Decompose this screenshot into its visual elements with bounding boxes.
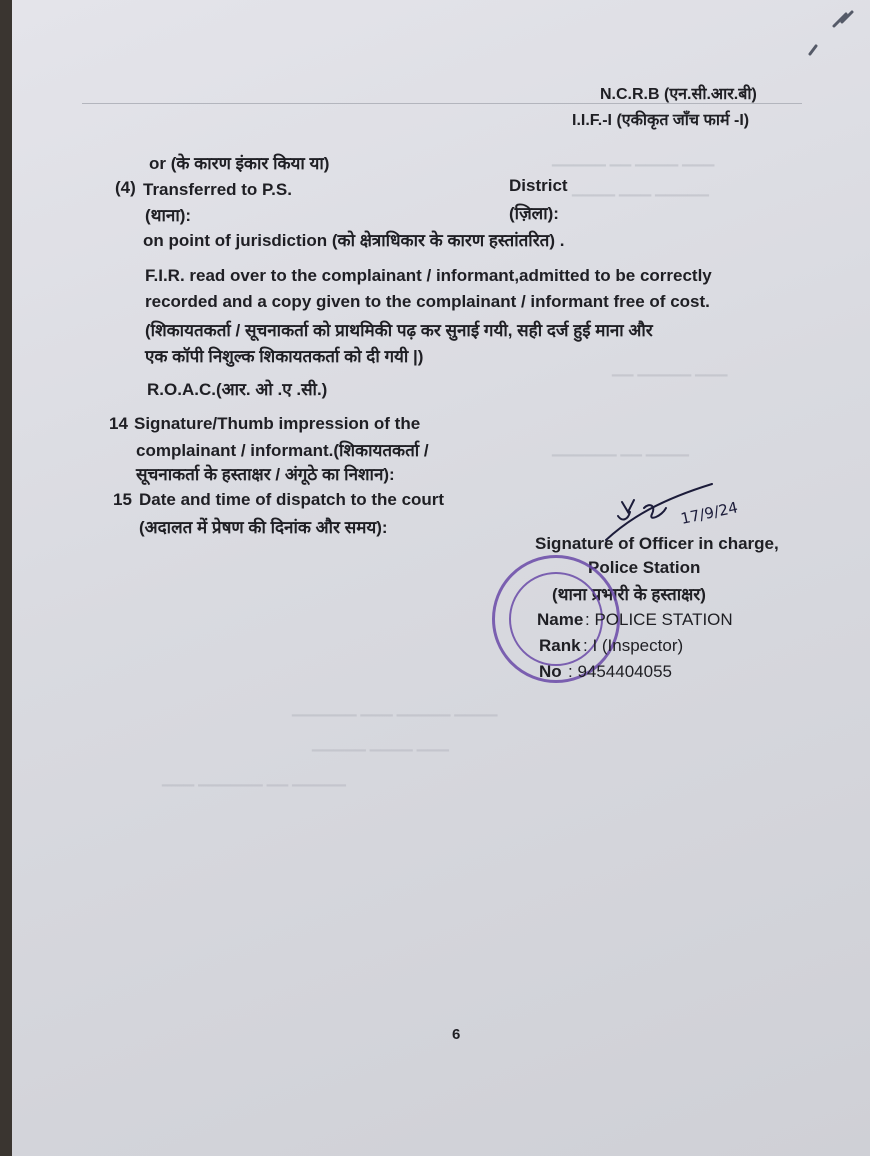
officer-hindi-label: (थाना प्रभारी के हस्ताक्षर)	[552, 585, 706, 604]
header-divider	[82, 103, 802, 104]
bleed-through-text: ▁▁▁ ▁▁▁▁ ▁▁ ▁▁▁▁▁	[552, 150, 715, 166]
jurisdiction-text: on point of jurisdiction (को क्षेत्राधिकार के कारण हस्तांतरित) .	[143, 231, 565, 250]
bleed-through-text: ▁▁▁ ▁▁▁▁ ▁▁▁▁▁	[312, 735, 449, 751]
roac-text: R.O.A.C.(आर. ओ .ए .सी.)	[147, 380, 328, 399]
document-page	[12, 0, 870, 1156]
name-value: : POLICE STATION	[585, 610, 733, 629]
signature-date: 17/9/24	[679, 498, 740, 528]
bleed-through-text: ▁▁▁▁ ▁▁▁▁▁ ▁▁▁ ▁▁▁▁▁▁	[292, 700, 498, 716]
bleed-through-text: ▁▁▁▁▁ ▁▁▁ ▁▁▁▁	[572, 180, 709, 196]
transfer-ps-label: Transferred to P.S.	[143, 180, 292, 199]
item-14-line-2: complainant / informant.(शिकायतकर्ता /	[136, 441, 429, 460]
transfer-number: (4)	[115, 178, 136, 197]
number-label: No	[539, 662, 562, 681]
item-15-line-1: Date and time of dispatch to the court	[139, 490, 445, 509]
item-15-line-2: (अदालत में प्रेषण की दिनांक और समय):	[139, 518, 388, 537]
item-14-number: 14	[109, 414, 128, 433]
police-station-label: Police Station	[588, 558, 701, 577]
form-header: I.I.F.-I (एकीकृत जाँच फार्म -I)	[572, 112, 750, 129]
bleed-through-text: ▁▁▁ ▁▁▁▁▁ ▁▁	[612, 360, 728, 376]
ps-hindi-label: (थाना):	[145, 206, 192, 225]
item-15-number: 15	[113, 490, 132, 509]
bleed-through-text: ▁▁▁▁▁ ▁▁ ▁▁▁▁▁▁ ▁▁▁	[162, 770, 346, 786]
name-label: Name	[537, 610, 584, 629]
fir-read-line-2: recorded and a copy given to the complainant / informant free of cost.	[145, 292, 710, 311]
fir-read-line-1: F.I.R. read over to the complainant / informant,admitted to be correctly	[145, 266, 712, 285]
rank-label: Rank	[539, 636, 581, 655]
district-hindi-label: (ज़िला):	[509, 204, 559, 223]
fir-read-hindi-1: (शिकायतकर्ता / सूचनाकर्ता को प्राथमिकी पढ़ कर सुनाई गयी, सही दर्ज हुई माना और	[145, 321, 653, 340]
number-value: : 9454404055	[568, 662, 672, 681]
fir-read-hindi-2: एक कॉपी निशुल्क शिकायतकर्ता को दी गयी |)	[145, 347, 424, 366]
pen-mark-icon	[802, 4, 862, 59]
ncrb-header: N.C.R.B (एन.सी.आर.बी)	[600, 86, 757, 103]
bleed-through-text: ▁▁▁▁ ▁▁ ▁▁▁▁▁▁	[552, 440, 689, 456]
item-14-line-3: सूचनाकर्ता के हस्ताक्षर / अंगूठे का निशान):	[136, 465, 395, 484]
rank-value: : I (Inspector)	[583, 636, 684, 655]
refusal-text: or (के कारण इंकार किया या)	[149, 154, 330, 173]
item-14-line-1: Signature/Thumb impression of the	[134, 414, 421, 433]
page-number: 6	[452, 1026, 461, 1043]
district-label: District	[509, 176, 568, 195]
officer-signature-label: Signature of Officer in charge,	[535, 534, 779, 553]
